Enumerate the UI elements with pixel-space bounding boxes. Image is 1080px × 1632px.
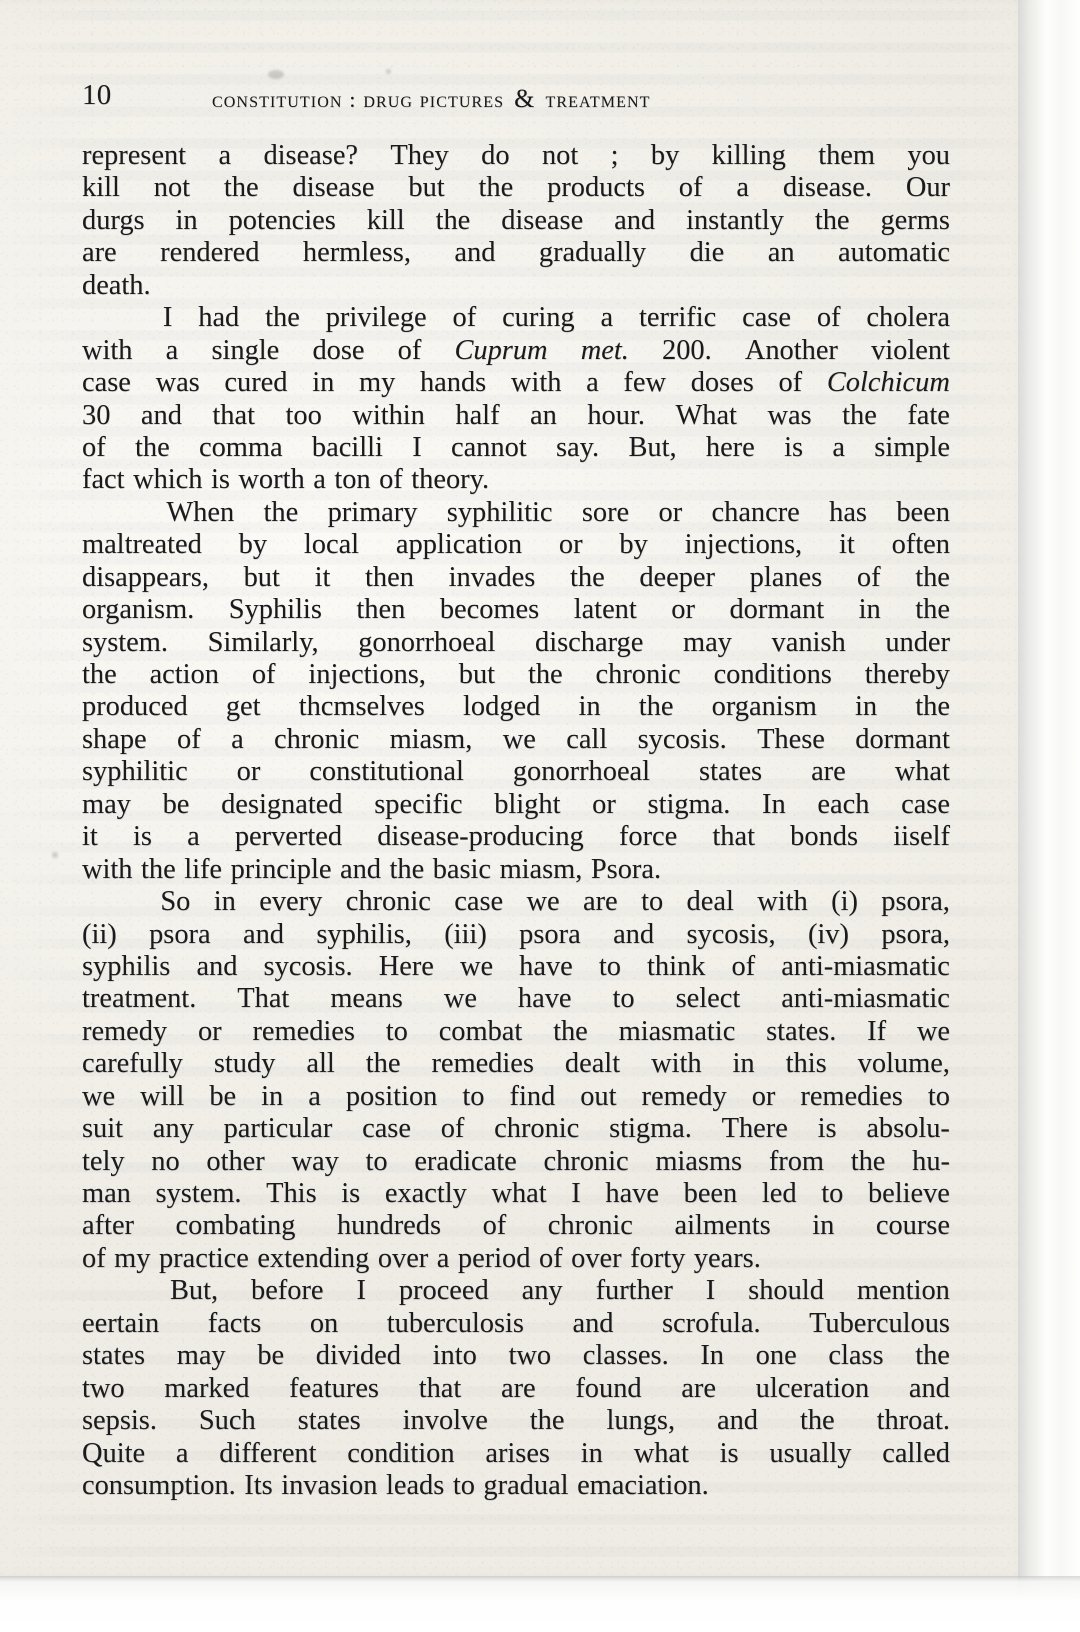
text-line: treatment. That means we have to select anti-miasmatic [82,983,950,1015]
text-line: durgs in potencies kill the disease and instantly the germs [82,204,950,236]
text-line: So in every chronic case we are to deal with (i) psora, [160,886,950,918]
text-line: death. [82,269,151,301]
text-line: sepsis. Such states involve the lungs, and the throat. [82,1405,950,1437]
text-line: syphilis and sycosis. Here we have to think of anti-miasmatic [82,950,950,982]
text-line: the action of injections, but the chronic conditions thereby [82,659,950,690]
text-line: 30 and that too within half an hour. What was the fate [82,399,950,431]
page-body [82,140,950,1502]
text-line: organism. Syphilis then becomes latent or dormant in the [82,594,950,626]
text-line: represent a disease? They do not ; by killing them you [82,140,950,171]
running-head-after-amp: treatment [545,87,651,112]
text-line: two marked features that are found are ulceration and [82,1372,950,1404]
paragraph [82,886,950,1275]
text-line: kill not the disease but the products of a disease. Our [82,172,950,204]
text-line: man system. This is exactly what I have been led to believe [82,1178,950,1209]
text-line: with the life principle and the basic miasm, Psora. [82,853,662,885]
text-line: I had the privilege of curing a terrific case of cholera [162,302,950,334]
ampersand-glyph: & [514,84,536,113]
text-line: with a single dose of Cuprum met. 200. Another violent [82,334,950,366]
text-line: case was cured in my hands with a few doses of Colchicum [82,367,950,399]
text-line: of the comma bacilli I cannot say. But, here is a simple [82,431,950,463]
text-line: are rendered hermless, and gradually die an automatic [82,237,950,269]
page-edge-bottom [0,1576,1080,1632]
text-line: maltreated by local application or by injections, it often [82,529,950,561]
text-line: When the primary syphilitic sore or chancre has been [166,496,950,528]
page-number: 10 [82,79,112,111]
paragraph [82,1275,950,1502]
text-line: Quite a different condition arises in what is usually called [82,1437,950,1469]
text-line: it is a perverted disease-producing force that bonds iiself [82,821,950,853]
text-line: we will be in a position to find out remedy or remedies to [82,1080,950,1112]
text-line: disappears, but it then invades the deeper planes of the [82,561,950,593]
text-line: consumption. Its invasion leads to gradual emaciation. [82,1469,709,1501]
text-line: remedy or remedies to combat the miasmatic states. If we [82,1015,950,1047]
text-line: shape of a chronic miasm, we call sycosis. These dormant [82,723,950,755]
text-line: states may be divided into two classes. In one class the [82,1340,950,1372]
text-line: may be designated specific blight or stigma. In each case [82,788,950,820]
text-line: eertain facts on tuberculosis and scrofula. Tuberculous [82,1307,950,1339]
text-line: syphilitic or constitutional gonorrhoeal states are what [82,756,950,788]
text-line: fact which is worth a ton of theory. [82,464,490,496]
text-line: But, before I proceed any further I should mention [169,1275,950,1307]
text-line: after combating hundreds of chronic ailments in course [82,1210,950,1242]
text-line: of my practice extending over a period of over forty years. [82,1242,761,1274]
text-line: carefully study all the remedies dealt with in this volume, [82,1048,950,1080]
running-head-title [212,84,651,114]
page-edge-right [1018,0,1080,1596]
text-line: suit any particular case of chronic stigma. There is absolu- [82,1113,950,1145]
text-line: (ii) psora and syphilis, (iii) psora and sycosis, (iv) psora, [82,918,950,950]
text-line: produced get thcmselves lodged in the organism in the [82,691,950,723]
paragraph [82,140,950,302]
paragraph [82,497,950,886]
paragraph [82,302,950,497]
text-line: system. Similarly, gonorrhoeal discharge may vanish under [82,626,950,658]
running-head-before-amp: constitution : drug pictures [212,87,505,112]
text-line: tely no other way to eradicate chronic miasms from the hu- [82,1145,950,1177]
running-head [82,78,946,112]
